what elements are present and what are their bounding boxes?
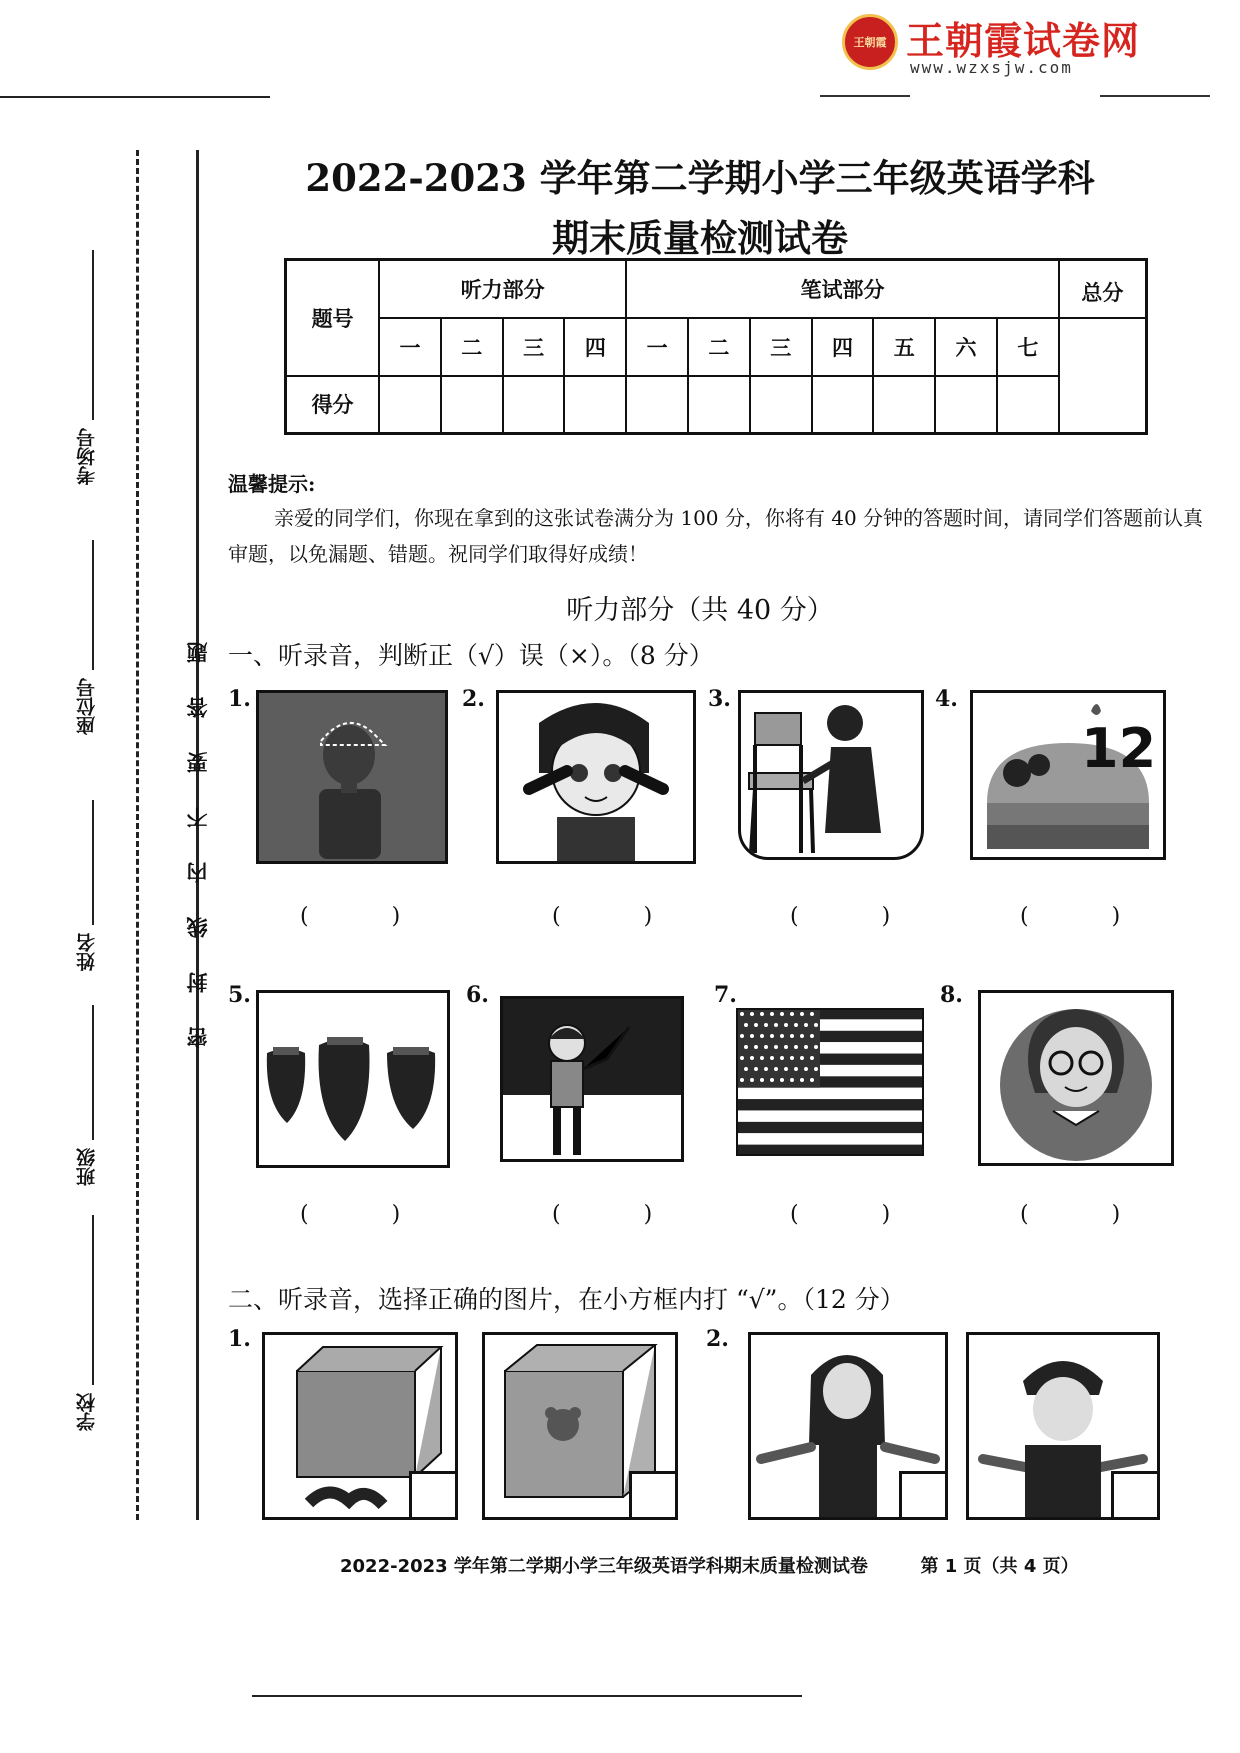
exam-room-label: 考场号 [76,428,98,485]
school-field[interactable] [76,1215,110,1445]
written-num: 七 [997,318,1059,376]
question-number-header: 题号 [286,260,380,376]
answer-blank[interactable]: ( ) [552,1202,691,1227]
top-rule [820,95,910,97]
flag-star [790,1034,794,1038]
class-field[interactable] [76,1005,110,1195]
cake-illustration [973,693,1163,857]
name-field[interactable] [76,800,110,1000]
girl-eyes-illustration [499,693,693,861]
strawberry-illustration [259,993,447,1165]
name-label: 姓名 [76,933,98,971]
score-cell[interactable] [873,376,935,434]
flag-star [744,1023,748,1027]
flag-star [800,1012,804,1016]
flag-star [774,1045,778,1049]
logo-seal-text: 王朝霞 [853,36,887,49]
tips-body: 亲爱的同学们，你现在拿到的这张试卷满分为 100 分，你将有 40 分钟的答题时间，请同学们答题前认真审题，以免漏题、错题。祝同学们取得好成绩！ [228,506,1204,566]
flag-star [814,1045,818,1049]
flag-star [814,1067,818,1071]
tick-checkbox[interactable] [1111,1471,1157,1517]
site-logo [842,12,1172,80]
picture-birthday-cake [970,690,1166,860]
flag-star [770,1012,774,1016]
written-num: 二 [688,318,750,376]
seat-number-label: 座位号 [76,678,98,735]
score-cell[interactable] [441,376,503,434]
flag-star [804,1045,808,1049]
item-number: 2. [462,686,485,712]
written-num: 一 [626,318,688,376]
score-cell[interactable] [626,376,688,434]
item-number: 1. [228,686,251,712]
item-number: 1. [228,1326,251,1352]
logo-url: www.wzxsjw.com [910,58,1073,77]
score-cell[interactable] [688,376,750,434]
flag-star [754,1045,758,1049]
grandma-illustration [981,993,1171,1163]
logo-name: 王朝霞试卷网 [906,19,1141,63]
flag-stripe [736,1088,924,1099]
picture-toy-under-box [262,1332,458,1520]
flag-star [760,1034,764,1038]
tick-checkbox[interactable] [409,1471,455,1517]
flag-star [770,1034,774,1038]
picture-girl-arms-open [748,1332,948,1520]
score-table [284,258,1148,435]
flag-star [750,1034,754,1038]
picture-teacher-at-blackboard [500,996,684,1162]
written-group-header: 笔试部分 [626,260,1058,318]
score-cell[interactable] [750,376,812,434]
flag-star [810,1034,814,1038]
written-num: 三 [750,318,812,376]
flag-star [804,1067,808,1071]
score-cell[interactable] [503,376,565,434]
flag-star [740,1034,744,1038]
exam-title-line1: 2022-2023 学年第二学期小学三年级英语学科 [305,156,1095,200]
flag-star [784,1023,788,1027]
item-number: 5. [228,982,251,1008]
flag-stripe [736,1122,924,1133]
picture-bear-in-box [482,1332,678,1520]
flag-star [740,1056,744,1060]
flag-star [740,1078,744,1082]
flag-star [790,1012,794,1016]
flag-stripe [736,1110,924,1121]
flag-star [794,1045,798,1049]
flag-star [744,1045,748,1049]
binding-dashed-line [136,150,139,1520]
flag-star [784,1067,788,1071]
flag-star [770,1078,774,1082]
listening-num: 三 [503,318,565,376]
exam-title-line2: 期末质量检测试卷 [552,216,848,260]
page-footer [340,1552,1160,1578]
item-number: 8. [940,982,963,1008]
flag-star [754,1023,758,1027]
answer-blank[interactable]: ( ) [552,904,691,929]
flag-star [754,1067,758,1071]
seal-line-notice: 密封线内不要答题 [186,608,210,1048]
answer-blank[interactable]: ( ) [1020,1202,1159,1227]
flag-star [814,1023,818,1027]
picture-girl-touching-eyes [496,690,696,864]
flag-star [800,1078,804,1082]
flag-star [794,1023,798,1027]
item-number: 3. [708,686,731,712]
flag-star [780,1012,784,1016]
flag-star [744,1067,748,1071]
question1-heading: 一、听录音，判断正（√）误（×）。（8 分） [228,641,714,670]
answer-blank[interactable]: ( ) [790,1202,929,1227]
score-cell[interactable] [997,376,1059,434]
flag-star [740,1012,744,1016]
written-num: 六 [935,318,997,376]
score-cell[interactable] [379,376,441,434]
answer-blank[interactable]: ( ) [790,904,929,929]
bottom-rule [252,1695,802,1697]
flag-star [804,1023,808,1027]
picture-usa-flag [736,1008,924,1156]
flag-star [760,1012,764,1016]
score-cell[interactable] [564,376,626,434]
answer-blank[interactable]: ( ) [1020,904,1159,929]
flag-star [750,1078,754,1082]
flag-star [790,1078,794,1082]
picture-girl-and-chair [738,690,924,860]
picture-boy-with-cap [256,690,448,864]
flag-star [774,1023,778,1027]
flag-star [800,1056,804,1060]
listening-num: 二 [441,318,503,376]
item-number: 2. [706,1326,729,1352]
chair-illustration [741,693,921,857]
flag-star [780,1034,784,1038]
answer-blank[interactable]: ( ) [300,904,439,929]
flag-star [800,1034,804,1038]
flag-star [750,1012,754,1016]
seat-number-field[interactable] [76,540,110,780]
flag-star [810,1012,814,1016]
flag-star [790,1056,794,1060]
flag-star [764,1045,768,1049]
score-cell[interactable] [812,376,874,434]
tick-checkbox[interactable] [899,1471,945,1517]
picture-strawberries [256,990,450,1168]
flag-stripe [736,1099,924,1110]
listening-group-header: 听力部分 [379,260,626,318]
flag-star [810,1078,814,1082]
flag-star [784,1045,788,1049]
item-number: 4. [935,686,958,712]
school-label: 学校 [76,1393,98,1431]
written-num: 四 [812,318,874,376]
flag-star [760,1078,764,1082]
total-score-cell[interactable] [1059,318,1147,434]
listening-num: 一 [379,318,441,376]
boy-cap-illustration [259,693,445,861]
top-rule [0,96,270,98]
page-number: 第 1 页（共 4 页） [920,1556,1079,1577]
flag-star [810,1056,814,1060]
question2-heading: 二、听录音，选择正确的图片，在小方框内打 “√”。（12 分） [228,1285,905,1314]
score-row-label: 得分 [286,376,380,434]
top-rule [1100,95,1210,97]
teacher-illustration [503,999,681,1159]
flag-star [794,1067,798,1071]
flag-star [774,1067,778,1071]
listening-section-title: 听力部分（共 40 分） [566,595,834,626]
flag-star [760,1056,764,1060]
written-num: 五 [873,318,935,376]
usa-flag-icon [736,1008,924,1156]
logo-seal-icon [842,14,898,70]
picture-boy-shrugging [966,1332,1160,1520]
flag-star [770,1056,774,1060]
score-cell[interactable] [935,376,997,434]
total-header: 总分 [1059,260,1147,318]
tips-heading: 温馨提示: [228,472,316,496]
flag-stripe [736,1133,924,1144]
footer-title: 2022-2023 学年第二学期小学三年级英语学科期末质量检测试卷 [340,1556,868,1577]
item-number: 6. [466,982,489,1008]
listening-num: 四 [564,318,626,376]
exam-room-field[interactable] [76,250,110,530]
picture-grandma [978,990,1174,1166]
class-label: 班级 [76,1148,98,1186]
flag-star [780,1078,784,1082]
tick-checkbox[interactable] [629,1471,675,1517]
flag-star [764,1023,768,1027]
item-number: 7. [714,982,737,1008]
flag-star [780,1056,784,1060]
flag-star [750,1056,754,1060]
flag-star [764,1067,768,1071]
answer-blank[interactable]: ( ) [300,1202,439,1227]
cake-number: 12 [1081,717,1157,780]
